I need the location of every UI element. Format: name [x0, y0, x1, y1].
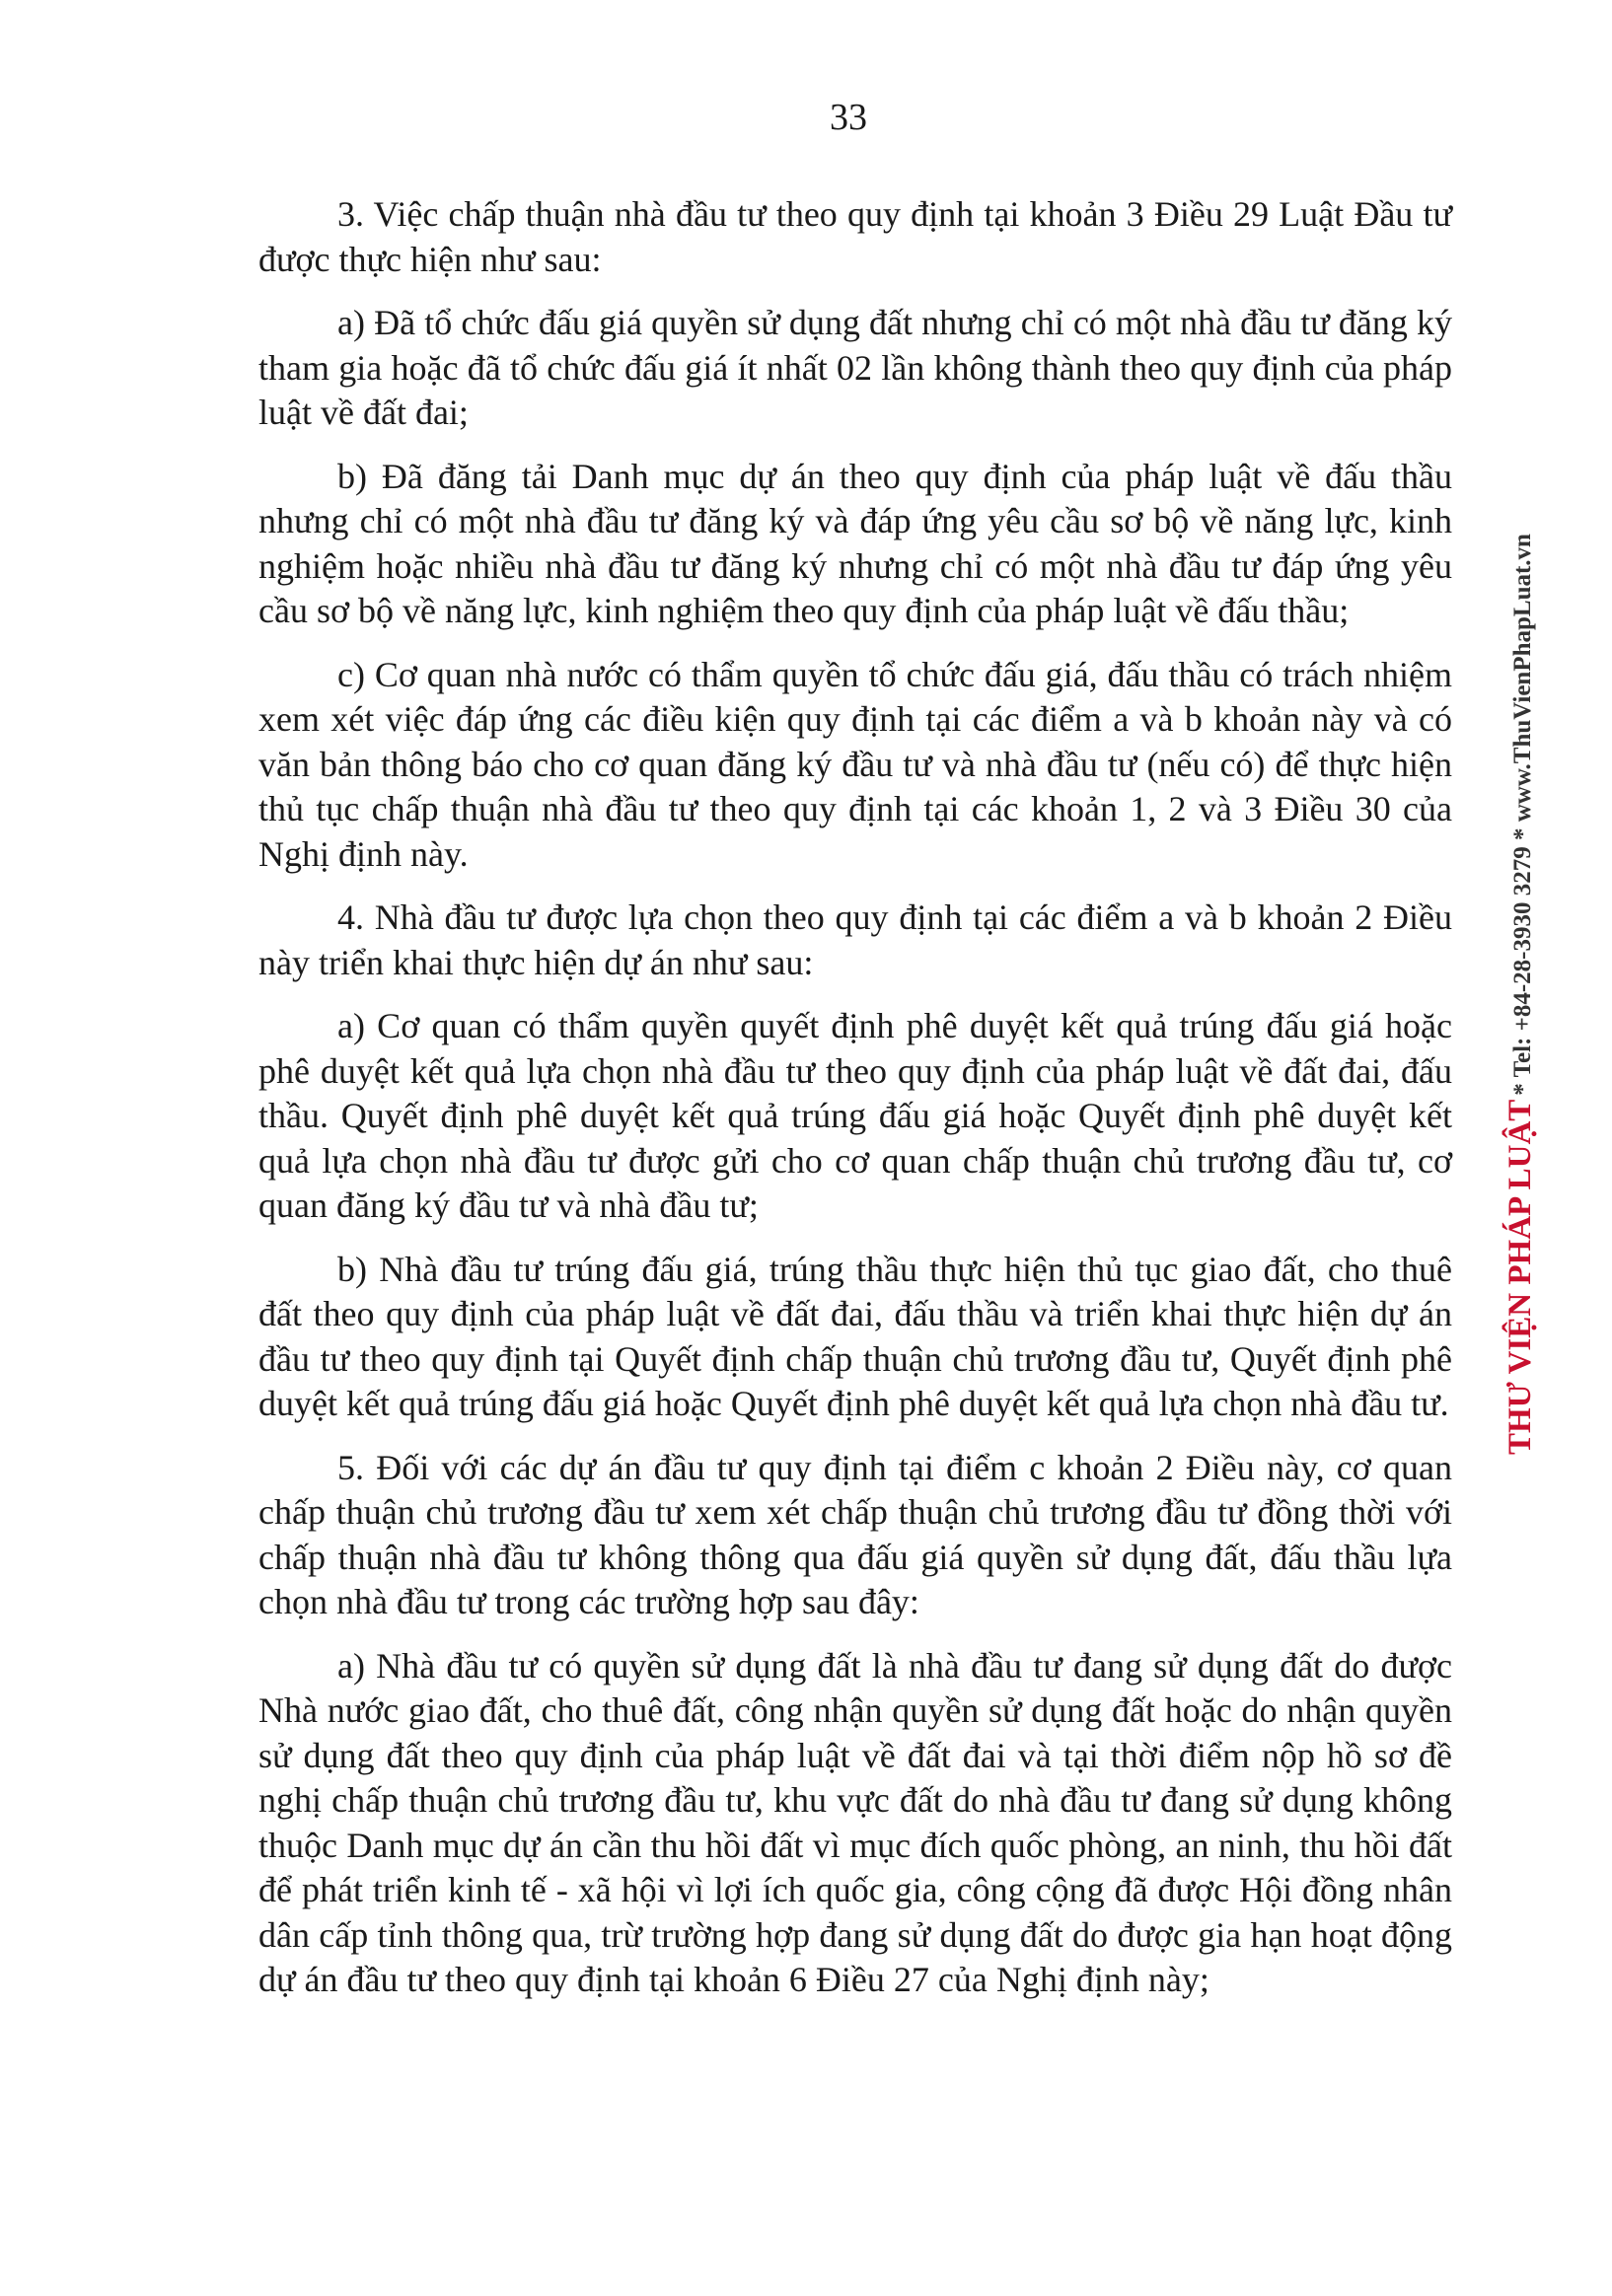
paragraph-clause-5a: a) Nhà đầu tư có quyền sử dụng đất là nhà đầu tư đang sử dụng đất do được Nhà nước giao đất, cho thuê đất, công nhận quyền sử dụng đất hoặc do nhận quyền sử dụng đất theo quy định của pháp luật về đất đai và tại thời điểm nộp hồ sơ đề nghị chấp thuận chủ trương đầu tư, khu vực đất do nhà đầu tư đang sử dụng không thuộc Danh mục dự án cần thu hồi đất vì mục đích quốc phòng, an ninh, thu hồi đất để phát triển kinh tế - xã hội vì lợi ích quốc gia, công cộng đã được Hội đồng nhân dân cấp tỉnh thông qua, trừ trường hợp đang sử dụng đất do được gia hạn hoạt động dự án đầu tư theo quy định tại khoản 6 Điều 27 của Nghị định này;	[258, 1645, 1452, 1999]
watermark-text	[1504, 534, 1537, 1455]
side-watermark	[1504, 518, 1564, 1455]
paragraph-clause-4b: b) Nhà đầu tư trúng đấu giá, trúng thầu thực hiện thủ tục giao đất, cho thuê đất theo quy định của pháp luật về đất đai, đấu thầu và triển khai thực hiện dự án đầu tư theo quy định tại Quyết định chấp thuận chủ trương đầu tư, Quyết định phê duyệt kết quả trúng đấu giá hoặc Quyết định phê duyệt kết quả lựa chọn nhà đầu tư.	[258, 1249, 1452, 1423]
paragraph-clause-3b: b) Đã đăng tải Danh mục dự án theo quy định của pháp luật về đấu thầu nhưng chỉ có một nhà đầu tư đăng ký và đáp ứng yêu cầu sơ bộ về năng lực, kinh nghiệm hoặc nhiều nhà đầu tư đăng ký nhưng chỉ có một nhà đầu tư đáp ứng yêu cầu sơ bộ về năng lực, kinh nghiệm theo quy định của pháp luật về đấu thầu;	[258, 456, 1452, 630]
watermark-contact: * Tel: +84-28-3930 3279 * www.ThuVienPhapLuat.vn	[1509, 534, 1536, 1096]
watermark-brand: THƯ VIỆN PHÁP LUẬT	[1502, 1099, 1538, 1455]
paragraph-clause-4: 4. Nhà đầu tư được lựa chọn theo quy định tại các điểm a và b khoản 2 Điều này triển khai thực hiện dự án như sau:	[258, 897, 1452, 982]
paragraph-clause-5: 5. Đối với các dự án đầu tư quy định tại điểm c khoản 2 Điều này, cơ quan chấp thuận chủ trương đầu tư xem xét chấp thuận chủ trương đầu tư đồng thời với chấp thuận nhà đầu tư không thông qua đấu giá quyền sử dụng đất, đấu thầu lựa chọn nhà đầu tư trong các trường hợp sau đây:	[258, 1447, 1452, 1621]
document-body	[258, 192, 1452, 2022]
paragraph-clause-4a: a) Cơ quan có thẩm quyền quyết định phê duyệt kết quả trúng đấu giá hoặc phê duyệt kết quả lựa chọn nhà đầu tư theo quy định của pháp luật về đất đai, đấu thầu. Quyết định phê duyệt kết quả trúng đấu giá hoặc Quyết định phê duyệt kết quả lựa chọn nhà đầu tư được gửi cho cơ quan chấp thuận chủ trương đầu tư, cơ quan đăng ký đầu tư và nhà đầu tư;	[258, 1006, 1452, 1225]
paragraph-clause-3a: a) Đã tổ chức đấu giá quyền sử dụng đất nhưng chỉ có một nhà đầu tư đăng ký tham gia hoặc đã tổ chức đấu giá ít nhất 02 lần không thành theo quy định của pháp luật về đất đai;	[258, 303, 1452, 432]
paragraph-clause-3c: c) Cơ quan nhà nước có thẩm quyền tổ chức đấu giá, đấu thầu có trách nhiệm xem xét việc đáp ứng các điều kiện quy định tại các điểm a và b khoản này và có văn bản thông báo cho cơ quan đăng ký đầu tư và nhà đầu tư (nếu có) để thực hiện thủ tục chấp thuận nhà đầu tư theo quy định tại các khoản 1, 2 và 3 Điều 30 của Nghị định này.	[258, 654, 1452, 874]
page-number: 33	[830, 97, 867, 138]
paragraph-clause-3: 3. Việc chấp thuận nhà đầu tư theo quy định tại khoản 3 Điều 29 Luật Đầu tư được thực hiện như sau:	[258, 194, 1452, 279]
